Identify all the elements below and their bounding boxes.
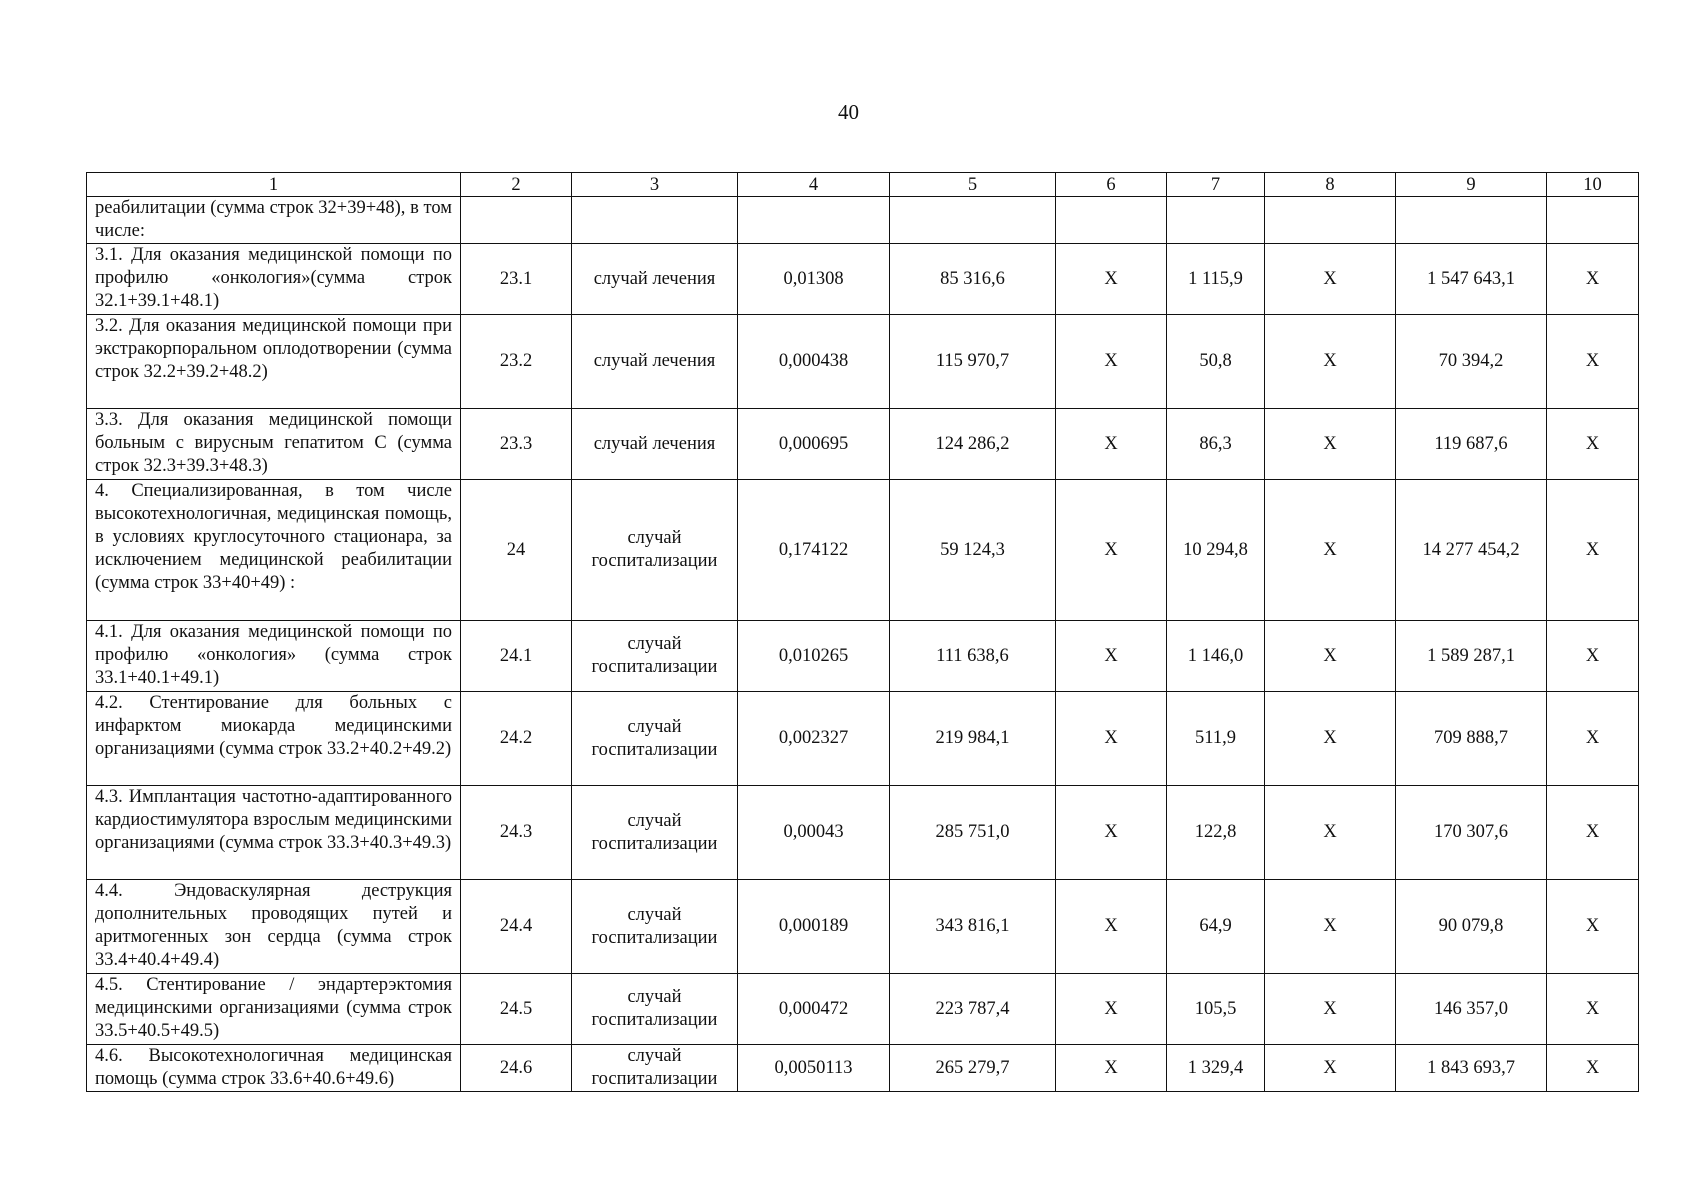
row-unit: случай госпитализации bbox=[572, 692, 738, 786]
column-header: 9 bbox=[1396, 173, 1547, 197]
table-row bbox=[87, 621, 1639, 692]
column-header: 1 bbox=[87, 173, 461, 197]
row-col8: Х bbox=[1265, 692, 1396, 786]
table-row bbox=[87, 315, 1639, 409]
row-col9: 90 079,8 bbox=[1396, 880, 1547, 974]
row-col10: Х bbox=[1547, 621, 1639, 692]
row-volume: 0,0050113 bbox=[738, 1045, 890, 1092]
data-table bbox=[86, 172, 1639, 1092]
row-col10: Х bbox=[1547, 880, 1639, 974]
row-col9 bbox=[1396, 197, 1547, 244]
row-name: 4. Специализированная, в том числе высокотехнологичная, медицинская помощь, в условиях круглосуточного стационара, за исключением медицинской реабилитации (сумма строк 33+40+49) : bbox=[87, 480, 461, 621]
row-code: 24.3 bbox=[461, 786, 572, 880]
row-code: 24.5 bbox=[461, 974, 572, 1045]
row-col8 bbox=[1265, 197, 1396, 244]
row-unit: случай лечения bbox=[572, 244, 738, 315]
row-code: 24 bbox=[461, 480, 572, 621]
row-volume: 0,010265 bbox=[738, 621, 890, 692]
row-cost: 124 286,2 bbox=[890, 409, 1056, 480]
row-name: 3.1. Для оказания медицинской помощи по профилю «онкология»(сумма строк 32.1+39.1+48.1) bbox=[87, 244, 461, 315]
row-col9: 170 307,6 bbox=[1396, 786, 1547, 880]
page-number: 40 bbox=[838, 100, 859, 124]
row-col10 bbox=[1547, 197, 1639, 244]
row-col7: 1 329,4 bbox=[1167, 1045, 1265, 1092]
row-col10: Х bbox=[1547, 244, 1639, 315]
row-cost: 59 124,3 bbox=[890, 480, 1056, 621]
row-volume: 0,000189 bbox=[738, 880, 890, 974]
row-col7: 1 146,0 bbox=[1167, 621, 1265, 692]
row-cost: 85 316,6 bbox=[890, 244, 1056, 315]
row-name: 3.3. Для оказания медицинской помощи больным с вирусным гепатитом С (сумма строк 32.3+39.3+48.3) bbox=[87, 409, 461, 480]
table-row bbox=[87, 409, 1639, 480]
row-volume bbox=[738, 197, 890, 244]
row-name: 4.1. Для оказания медицинской помощи по профилю «онкология» (сумма строк 33.1+40.1+49.1) bbox=[87, 621, 461, 692]
row-code bbox=[461, 197, 572, 244]
row-col9: 709 888,7 bbox=[1396, 692, 1547, 786]
table-row bbox=[87, 480, 1639, 621]
row-code: 24.2 bbox=[461, 692, 572, 786]
row-name: реабилитации (сумма строк 32+39+48), в том числе: bbox=[87, 197, 461, 244]
table-row bbox=[87, 197, 1639, 244]
row-col7: 511,9 bbox=[1167, 692, 1265, 786]
row-unit: случай госпитализации bbox=[572, 786, 738, 880]
row-unit: случай госпитализации bbox=[572, 480, 738, 621]
row-col8: Х bbox=[1265, 480, 1396, 621]
row-volume: 0,174122 bbox=[738, 480, 890, 621]
row-col8: Х bbox=[1265, 974, 1396, 1045]
row-name: 4.3. Имплантация частотно-адаптированного кардиостимулятора взрослым медицинскими организациями (сумма строк 33.3+40.3+49.3) bbox=[87, 786, 461, 880]
row-unit: случай лечения bbox=[572, 409, 738, 480]
row-name: 4.4. Эндоваскулярная деструкция дополнительных проводящих путей и аритмогенных зон сердца (сумма строк 33.4+40.4+49.4) bbox=[87, 880, 461, 974]
row-col8: Х bbox=[1265, 786, 1396, 880]
row-volume: 0,000438 bbox=[738, 315, 890, 409]
row-col7 bbox=[1167, 197, 1265, 244]
row-col8: Х bbox=[1265, 409, 1396, 480]
row-cost: 265 279,7 bbox=[890, 1045, 1056, 1092]
row-col6: Х bbox=[1056, 692, 1167, 786]
table-row bbox=[87, 244, 1639, 315]
row-col8: Х bbox=[1265, 315, 1396, 409]
row-col6: Х bbox=[1056, 786, 1167, 880]
row-col7: 1 115,9 bbox=[1167, 244, 1265, 315]
row-unit: случай госпитализации bbox=[572, 974, 738, 1045]
row-unit bbox=[572, 197, 738, 244]
row-col6: Х bbox=[1056, 480, 1167, 621]
row-col6 bbox=[1056, 197, 1167, 244]
table-row bbox=[87, 786, 1639, 880]
row-col7: 50,8 bbox=[1167, 315, 1265, 409]
row-col9: 14 277 454,2 bbox=[1396, 480, 1547, 621]
table-row bbox=[87, 880, 1639, 974]
row-col9: 1 589 287,1 bbox=[1396, 621, 1547, 692]
row-unit: случай лечения bbox=[572, 315, 738, 409]
row-col9: 1 843 693,7 bbox=[1396, 1045, 1547, 1092]
row-code: 23.1 bbox=[461, 244, 572, 315]
column-header: 3 bbox=[572, 173, 738, 197]
row-col6: Х bbox=[1056, 974, 1167, 1045]
row-code: 23.3 bbox=[461, 409, 572, 480]
row-cost: 285 751,0 bbox=[890, 786, 1056, 880]
row-col10: Х bbox=[1547, 409, 1639, 480]
table-row bbox=[87, 1045, 1639, 1092]
column-header: 4 bbox=[738, 173, 890, 197]
row-name: 4.6. Высокотехнологичная медицинская помощь (сумма строк 33.6+40.6+49.6) bbox=[87, 1045, 461, 1092]
row-col10: Х bbox=[1547, 315, 1639, 409]
row-unit: случай госпитализации bbox=[572, 880, 738, 974]
row-col9: 146 357,0 bbox=[1396, 974, 1547, 1045]
row-col6: Х bbox=[1056, 244, 1167, 315]
row-code: 23.2 bbox=[461, 315, 572, 409]
row-cost bbox=[890, 197, 1056, 244]
row-col6: Х bbox=[1056, 315, 1167, 409]
row-col7: 86,3 bbox=[1167, 409, 1265, 480]
row-unit: случай госпитализации bbox=[572, 1045, 738, 1092]
row-col10: Х bbox=[1547, 974, 1639, 1045]
column-header: 10 bbox=[1547, 173, 1639, 197]
row-volume: 0,01308 bbox=[738, 244, 890, 315]
row-col7: 64,9 bbox=[1167, 880, 1265, 974]
row-code: 24.6 bbox=[461, 1045, 572, 1092]
row-col9: 1 547 643,1 bbox=[1396, 244, 1547, 315]
row-col9: 70 394,2 bbox=[1396, 315, 1547, 409]
row-cost: 219 984,1 bbox=[890, 692, 1056, 786]
row-col8: Х bbox=[1265, 880, 1396, 974]
row-col6: Х bbox=[1056, 880, 1167, 974]
row-col8: Х bbox=[1265, 621, 1396, 692]
header-row bbox=[87, 173, 1639, 197]
row-col6: Х bbox=[1056, 1045, 1167, 1092]
column-header: 2 bbox=[461, 173, 572, 197]
row-code: 24.4 bbox=[461, 880, 572, 974]
row-cost: 223 787,4 bbox=[890, 974, 1056, 1045]
row-name: 4.5. Стентирование / эндартерэктомия медицинскими организациями (сумма строк 33.5+40.5+49.5) bbox=[87, 974, 461, 1045]
row-col7: 122,8 bbox=[1167, 786, 1265, 880]
row-col8: Х bbox=[1265, 1045, 1396, 1092]
row-cost: 343 816,1 bbox=[890, 880, 1056, 974]
row-col7: 10 294,8 bbox=[1167, 480, 1265, 621]
column-header: 7 bbox=[1167, 173, 1265, 197]
row-cost: 115 970,7 bbox=[890, 315, 1056, 409]
column-header: 5 bbox=[890, 173, 1056, 197]
row-volume: 0,000695 bbox=[738, 409, 890, 480]
row-volume: 0,00043 bbox=[738, 786, 890, 880]
row-col10: Х bbox=[1547, 480, 1639, 621]
row-col7: 105,5 bbox=[1167, 974, 1265, 1045]
row-col8: Х bbox=[1265, 244, 1396, 315]
row-col10: Х bbox=[1547, 786, 1639, 880]
row-col10: Х bbox=[1547, 1045, 1639, 1092]
column-header: 6 bbox=[1056, 173, 1167, 197]
column-header: 8 bbox=[1265, 173, 1396, 197]
row-col6: Х bbox=[1056, 409, 1167, 480]
row-volume: 0,000472 bbox=[738, 974, 890, 1045]
row-cost: 111 638,6 bbox=[890, 621, 1056, 692]
row-name: 3.2. Для оказания медицинской помощи при экстракорпоральном оплодотворении (сумма строк 32.2+39.2+48.2) bbox=[87, 315, 461, 409]
row-name: 4.2. Стентирование для больных с инфарктом миокарда медицинскими организациями (сумма строк 33.2+40.2+49.2) bbox=[87, 692, 461, 786]
row-col10: Х bbox=[1547, 692, 1639, 786]
row-col9: 119 687,6 bbox=[1396, 409, 1547, 480]
row-col6: Х bbox=[1056, 621, 1167, 692]
row-unit: случай госпитализации bbox=[572, 621, 738, 692]
row-code: 24.1 bbox=[461, 621, 572, 692]
table-row bbox=[87, 974, 1639, 1045]
table-row bbox=[87, 692, 1639, 786]
row-volume: 0,002327 bbox=[738, 692, 890, 786]
